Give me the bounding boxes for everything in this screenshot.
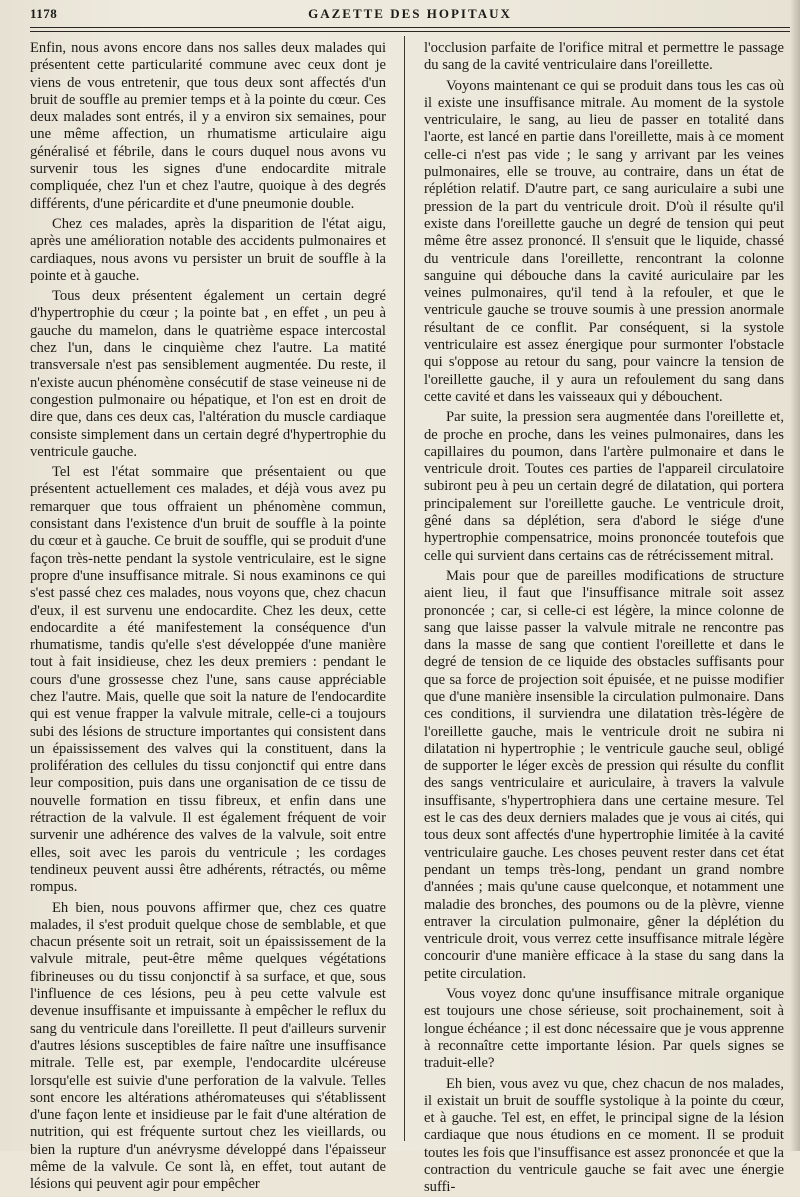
paragraph: Vous voyez donc qu'une insuffisance mitrale organique est toujours une chose sérieuse, soit prochainement, soit à longue échéance ; il est donc nécessaire que je vous apprenne à reconnaître cette importante lésion. Par quels signes se traduit-elle?	[424, 986, 784, 1072]
journal-title: GAZETTE DES HOPITAUX	[308, 6, 512, 21]
paragraph: l'occlusion parfaite de l'orifice mitral et permettre le passage du sang de la cavité ventriculaire dans l'oreillette.	[424, 40, 784, 74]
paragraph: Mais pour que de pareilles modifications de structure aient lieu, il faut que l'insuffisance mitrale soit assez prononcée ; car, si celle-ci est légère, la mince colonne de sang que laisse passer la valvule mitrale ne rencontre pas dans la masse de sang que contient l'oreillette et dans le degré de tension de ce liquide des obstacles suffisants pour que sa force de projection soit épuisée, et ne puisse modifier que d'une manière insensible la circulation pulmonaire. Dans ces conditions, il surviendra une dilatation très-légère de l'oreillette gauche, mais le ventricule droit ne subira ni dilatation ni hypertrophie ; le ventricule gauche seul, obligé de supporter le léger excès de pression qui résulte du conflit des sangs ventriculaire et auriculaire, à travers la valvule insuffisante, s'hypertrophiera dans une certaine mesure. Tel est le cas des deux derniers malades que je vous ai cités, qui tous deux sont affectés d'une hypertrophie limitée à la cavité ventriculaire gauche. Les choses peuvent rester dans cet état pendant un temps très-long, pendant un grand nombre d'années ; mais qu'une cause quelconque, et notamment une maladie des bronches, des poumons ou de la plèvre, vienne entraver la circulation pulmonaire, gêner la déplétion du ventricule droit, vous verrez cette insuffisance mitrale légère concourir d'une manière efficace à la stase du sang dans la petite circulation.	[424, 567, 784, 982]
page-number: 1178	[30, 6, 58, 21]
paragraph: Eh bien, nous pouvons affirmer que, chez ces quatre malades, il s'est produit quelque chose de semblable, et que chacun présente soit un retrait, soit un épaississement de la valvule mitrale, peut-être même quelques végétations fibrineuses ou du tissu conjonctif à sa surface, et que, sous l'influence de ces lésions, peu à peu cette valvule est devenue insuffisante et impuissante à empêcher le reflux du sang du ventricule dans l'oreillette. Il peut d'ailleurs survenir d'autres lésions susceptibles de faire naître une insuffisance mitrale. Telle est, par exemple, l'endocardite ulcéreuse lorsqu'elle est suivie d'une perforation de la valvule. Telles sont encore les altérations athéromateuses qui s'établissent d'une façon lente et insidieuse par le fait d'une altération de nutrition, qui est fréquente surtout chez les vieillards, ou bien la rupture d'un anévrysme développé dans l'épaisseur même de la valvule. Ce sont là, en effet, tout autant de lésions qui peuvent agir pour empêcher	[30, 899, 386, 1193]
paragraph: Tous deux présentent également un certain degré d'hypertrophie du cœur ; la pointe bat , en effet , un peu à gauche du mamelon, dans le quatrième espace intercostal chez l'un, dans le cinquième chez l'autre. La matité transversale n'est pas sensiblement augmentée. Du reste, il n'existe aucun phénomène consécutif de stase veineuse ni de congestion pulmonaire ou hépatique, et l'on est en droit de dire que, dans ces deux cas, l'altération du muscle cardiaque consiste simplement dans un certain degré d'hypertrophie du ventricule gauche.	[30, 288, 386, 460]
paragraph: Par suite, la pression sera augmentée dans l'oreillette et, de proche en proche, dans les veines pulmonaires, dans les capillaires du poumon, dans l'artère pulmonaire et dans le ventricule droit. Toutes ces parties de l'appareil circulatoire subiront peu à peu un certain degré de dilatation, qui portera principalement sur l'oreillette gauche. Le ventricule droit, gêné dans sa déplétion, sera d'abord le siége d'une hypertrophie compensatrice, moins prononcée toutefois que celle qui survient dans certains cas de rétrécissement mitral.	[424, 409, 784, 564]
right-column	[424, 40, 784, 1196]
paragraph: Chez ces malades, après la disparition de l'état aigu, après une amélioration notable des accidents pulmonaires et cardiaques, nous avons vu persister un bruit de souffle à la pointe et à gauche.	[30, 215, 386, 284]
paragraph: Enfin, nous avons encore dans nos salles deux malades qui présentent cette particularité commune avec ceux dont je viens de vous entretenir, que tous deux sont affectés d'un bruit de souffle au premier temps et à la pointe du cœur. Ces deux malades sont entrés, il y a environ six semaines, pour une même affection, un rhumatisme articulaire aigu généralisé et fébrile, dans le cours duquel nous avons vu survenir tous les signes d'une endocardite mitrale compliquée, chez l'un et chez l'autre, quoique à des degrés différents, d'une péricardite et d'une pneumonie double.	[30, 40, 386, 212]
column-divider	[404, 36, 405, 1141]
paragraph: Tel est l'état sommaire que présentaient ou que présentent actuellement ces malades, et déjà vous avez pu remarquer que tous offraient un phénomène commun, consistant dans l'existence d'un bruit de souffle à la pointe du cœur et à gauche. Ce bruit de souffle, qui se produit d'une façon très-nette pendant la systole ventriculaire, est le signe propre d'une insuffisance mitrale. Si nous examinons ce qui s'est passé chez ces malades, nous voyons que, chez chacun d'eux, il est survenu une endocardite. Chez les deux, cette endocardite a été manifestement la conséquence d'un rhumatisme, tandis qu'elle s'est développée d'une manière tout à fait insidieuse, chez les deux premiers : pendant le cours d'une grossesse chez l'une, sans cause appréciable chez l'autre. Mais, quelle que soit la nature de l'endocardite qui est venue frapper la valvule mitrale, celle-ci a toujours subi des lésions de structure importantes qui consistent dans un épaississement des valves qui la constituent, dans la prolifération des cellules du tissu conjonctif qui entre dans leur composition, puis dans une organisation de ce tissu de nouvelle formation en tissu fibreux, et enfin dans une rétraction de la valvule. Il est également fréquent de voir survenir une adhérence des valves de la valvule, soit entre elles, soit avec les parois du ventricule ; les cordages tendineux peuvent aussi être adhérents, rétractés, ou même rompus.	[30, 464, 386, 896]
header-rule	[30, 27, 790, 28]
paragraph: Eh bien, vous avez vu que, chez chacun de nos malades, il existait un bruit de souffle systolique à la pointe du cœur, et à gauche. Tel est, en effet, le principal signe de la lésion cardiaque que nous étudions en ce moment. Il se produit toutes les fois que l'insuffisance est assez prononcée et que la contraction du ventricule gauche se fait avec une énergie suffi-	[424, 1075, 784, 1196]
left-column	[30, 40, 386, 1193]
page-header	[30, 6, 790, 26]
page-edge-shadow	[790, 0, 800, 1151]
paragraph: Voyons maintenant ce qui se produit dans tous les cas où il existe une insuffisance mitrale. Au moment de la systole ventriculaire, le sang, au lieu de passer en totalité dans l'aorte, est lancé en partie dans l'oreillette, mais à ce moment celle-ci n'est pas vide ; le sang y arrivant par les veines pulmonaires, elle se trouve, au contraire, dans un état de réplétion relatif. D'autre part, ce sang auriculaire a subi une pression de la part du ventricule droit. D'où il résulte qu'il existe dans l'oreillette gauche un degré de tension qui peut même être assez prononcé. Il s'ensuit que le liquide, chassé du ventricule dans l'oreillette, rencontrant la colonne sanguine qui débouche dans la cavité auriculaire par les veines pulmonaires, qu'il tend à la refouler, et que le ventricule gauche se trouve soumis à une pression anormale résultant de ce conflit. Par conséquent, si la systole ventriculaire est assez énergique pour surmonter l'obstacle qui s'oppose au retour du sang, pour vaincre la tension de l'oreillette gauche, il y aura un refoulement du sang dans cette cavité et dans les vaisseaux qui y débouchent.	[424, 77, 784, 405]
header-rule-thin	[30, 31, 790, 32]
